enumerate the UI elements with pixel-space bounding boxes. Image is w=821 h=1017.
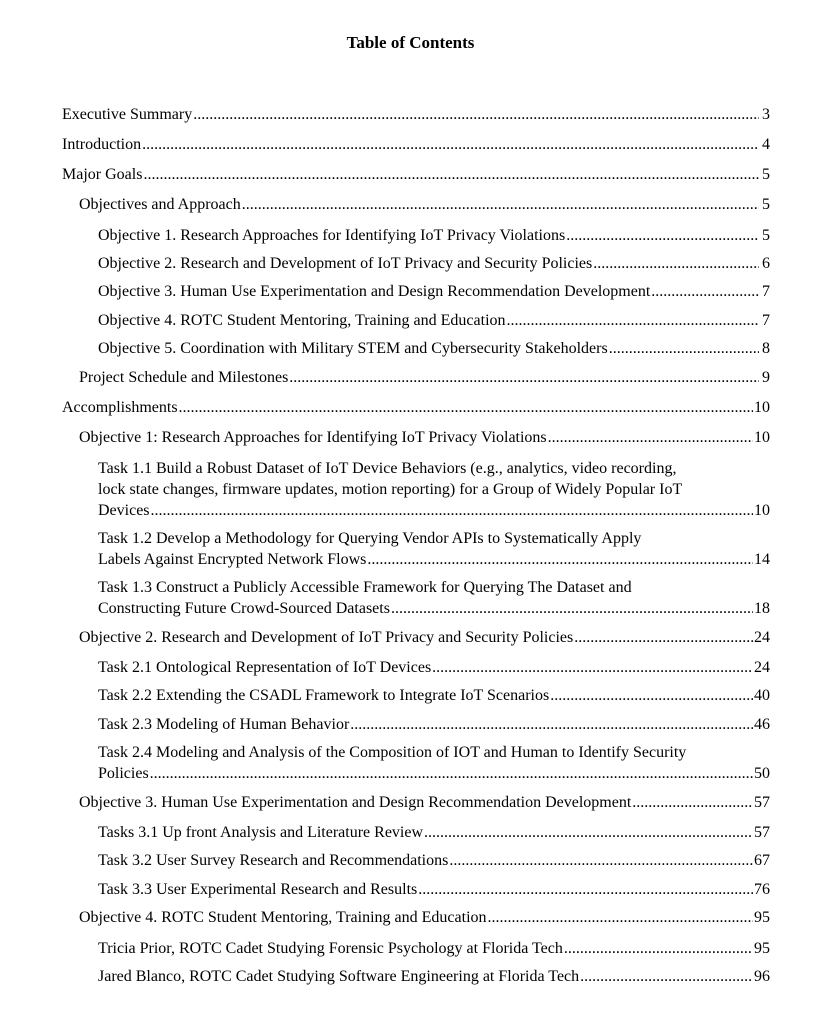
dot-leader — [651, 281, 759, 302]
toc-entry-title: Introduction — [62, 136, 142, 153]
toc-entry-title: Accomplishments — [62, 399, 178, 416]
dot-leader — [488, 907, 753, 928]
toc-entry[interactable] — [79, 367, 770, 388]
toc-entry-title: Objectives and Approach — [79, 196, 241, 213]
toc-page-number: 9 — [762, 369, 770, 386]
toc-page-number: 57 — [754, 794, 770, 811]
toc-page-number: 10 — [754, 399, 770, 416]
toc-entry[interactable] — [98, 338, 770, 359]
dot-leader — [580, 966, 753, 987]
toc-entry[interactable] — [98, 938, 770, 959]
toc-entry-title: Objective 4. ROTC Student Mentoring, Training and Education — [79, 909, 487, 926]
dot-leader — [150, 763, 753, 784]
dot-leader — [193, 104, 759, 125]
toc-entry[interactable] — [62, 164, 770, 185]
toc-entry-title: Tricia Prior, ROTC Cadet Studying Forensic Psychology at Florida Tech — [98, 940, 563, 957]
toc-entry[interactable] — [98, 253, 770, 274]
toc-entry-title: Task 1.2 Develop a Methodology for Querying Vendor APIs to Systematically Apply — [98, 530, 642, 547]
toc-page-number: 5 — [762, 196, 770, 213]
toc-entry[interactable] — [98, 879, 770, 900]
dot-leader — [289, 367, 759, 388]
toc-entry[interactable] — [98, 458, 770, 521]
toc-entry[interactable] — [98, 577, 770, 619]
toc-entry-title: Objective 1. Research Approaches for Identifying IoT Privacy Violations — [98, 227, 566, 244]
toc-page-number: 4 — [762, 136, 770, 153]
toc-entry[interactable] — [98, 225, 770, 246]
toc-entry-title: Task 2.3 Modeling of Human Behavior — [98, 716, 350, 733]
toc-title: Table of Contents — [346, 33, 475, 52]
dot-leader — [564, 938, 753, 959]
toc-entry[interactable] — [98, 822, 770, 843]
toc-page-number: 24 — [754, 659, 770, 676]
toc-entry-title: Constructing Future Crowd-Sourced Datasets — [98, 600, 390, 617]
toc-entry[interactable] — [98, 966, 770, 987]
dot-leader — [550, 685, 753, 706]
toc-page-number: 46 — [754, 716, 770, 733]
dot-leader — [449, 850, 753, 871]
toc-page-number: 3 — [762, 106, 770, 123]
toc-entry-title: Objective 5. Coordination with Military STEM and Cybersecurity Stakeholders — [98, 340, 608, 357]
toc-page-number: 10 — [754, 429, 770, 446]
toc-page-number: 95 — [754, 909, 770, 926]
dot-leader — [432, 657, 753, 678]
toc-entry[interactable] — [79, 627, 770, 648]
toc-entry-title: Task 1.1 Build a Robust Dataset of IoT Device Behaviors (e.g., analytics, video recording, — [98, 460, 677, 477]
dot-leader — [566, 225, 759, 246]
dot-leader — [632, 792, 753, 813]
toc-entry[interactable] — [79, 792, 770, 813]
toc-entry[interactable] — [79, 907, 770, 928]
dot-leader — [418, 879, 753, 900]
dot-leader — [143, 164, 759, 185]
toc-entry[interactable] — [98, 714, 770, 735]
toc-page-number: 76 — [754, 881, 770, 898]
toc-entry-title: lock state changes, firmware updates, motion reporting) for a Group of Widely Popular IoT — [98, 481, 683, 498]
toc-entry-title: Objective 2. Research and Development of IoT Privacy and Security Policies — [98, 255, 593, 272]
toc-page-number: 7 — [762, 312, 770, 329]
toc-page-number: 7 — [762, 283, 770, 300]
toc-entry-title: Objective 3. Human Use Experimentation and Design Recommendation Development — [98, 283, 651, 300]
dot-leader — [574, 627, 753, 648]
dot-leader — [142, 134, 759, 155]
toc-entry[interactable] — [98, 528, 770, 570]
toc-entry[interactable] — [98, 657, 770, 678]
toc-entry-title: Major Goals — [62, 166, 143, 183]
toc-entry[interactable] — [79, 427, 770, 448]
dot-leader — [151, 500, 753, 521]
toc-entry-title: Task 3.2 User Survey Research and Recommendations — [98, 852, 449, 869]
dot-leader — [391, 598, 753, 619]
toc-page-number: 6 — [762, 255, 770, 272]
toc-page-number: 5 — [762, 227, 770, 244]
toc-page-number: 5 — [762, 166, 770, 183]
toc-entry-title: Jared Blanco, ROTC Cadet Studying Software Engineering at Florida Tech — [98, 968, 580, 985]
toc-entry-title: Task 2.2 Extending the CSADL Framework to Integrate IoT Scenarios — [98, 687, 550, 704]
toc-page-number: 40 — [754, 687, 770, 704]
dot-leader — [593, 253, 759, 274]
toc-entry-title: Task 3.3 User Experimental Research and Results — [98, 881, 418, 898]
dot-leader — [367, 549, 753, 570]
toc-page-number: 14 — [754, 551, 770, 568]
dot-leader — [507, 310, 759, 331]
toc-page-number: 50 — [754, 765, 770, 782]
toc-page-number: 67 — [754, 852, 770, 869]
toc-entry-title: Policies — [98, 765, 149, 782]
toc-entry-title: Executive Summary — [62, 106, 193, 123]
toc-entry-title: Project Schedule and Milestones — [79, 369, 289, 386]
toc-entry[interactable] — [62, 104, 770, 125]
toc-entry[interactable] — [98, 742, 770, 784]
dot-leader — [350, 714, 753, 735]
dot-leader — [179, 397, 753, 418]
toc-page-number: 8 — [762, 340, 770, 357]
toc-entry-title: Tasks 3.1 Up front Analysis and Literature Review — [98, 824, 424, 841]
toc-page-number: 10 — [754, 502, 770, 519]
toc-entry[interactable] — [79, 194, 770, 215]
toc-entry-title: Objective 4. ROTC Student Mentoring, Training and Education — [98, 312, 506, 329]
toc-entry-title: Objective 3. Human Use Experimentation and Design Recommendation Development — [79, 794, 632, 811]
toc-entry-title: Task 2.1 Ontological Representation of IoT Devices — [98, 659, 432, 676]
dot-leader — [548, 427, 753, 448]
toc-entry-title: Objective 1: Research Approaches for Identifying IoT Privacy Violations — [79, 429, 547, 446]
toc-page-number: 96 — [754, 968, 770, 985]
toc-entry-title: Task 2.4 Modeling and Analysis of the Composition of IOT and Human to Identify Security — [98, 744, 687, 761]
dot-leader — [609, 338, 759, 359]
toc-entry[interactable] — [98, 281, 770, 302]
toc-entry[interactable] — [62, 134, 770, 155]
toc-entry[interactable] — [98, 850, 770, 871]
toc-entry-title: Devices — [98, 502, 150, 519]
toc-entry[interactable] — [98, 310, 770, 331]
dot-leader — [424, 822, 753, 843]
toc-entry-title: Labels Against Encrypted Network Flows — [98, 551, 367, 568]
toc-page-number: 18 — [754, 600, 770, 617]
dot-leader — [242, 194, 759, 215]
toc-entry-title: Task 1.3 Construct a Publicly Accessible Framework for Querying The Dataset and — [98, 579, 632, 596]
toc-entry-title: Objective 2. Research and Development of IoT Privacy and Security Policies — [79, 629, 574, 646]
toc-entry[interactable] — [98, 685, 770, 706]
toc-page-number: 24 — [754, 629, 770, 646]
toc-page-number: 57 — [754, 824, 770, 841]
toc-entry[interactable] — [62, 397, 770, 418]
toc-page-number: 95 — [754, 940, 770, 957]
